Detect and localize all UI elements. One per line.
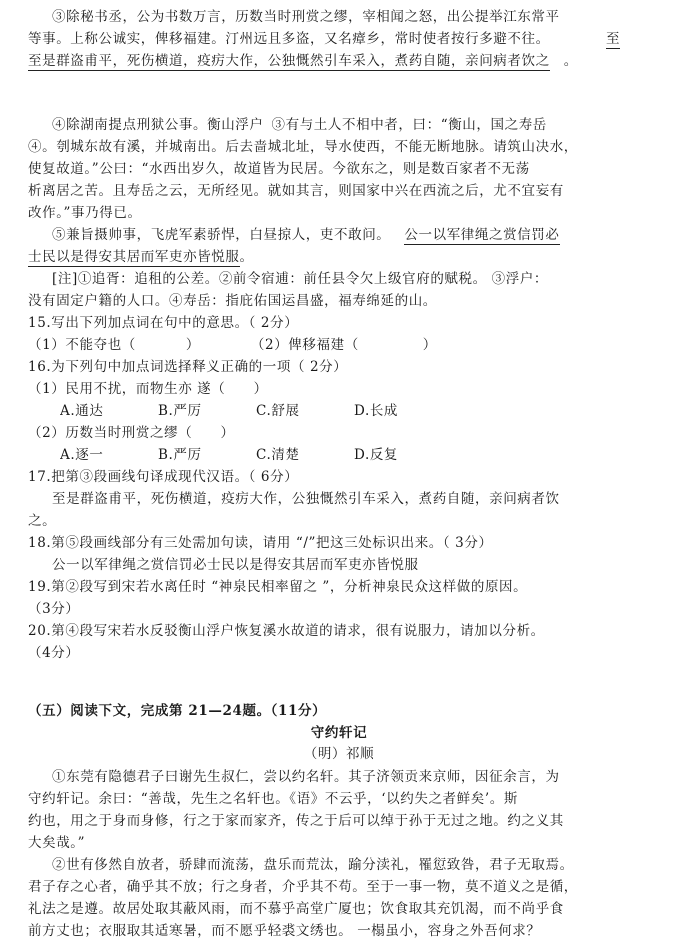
p4-line-5: 改作。”事乃得已。 (28, 205, 142, 221)
q20-score: （4分） (28, 645, 80, 661)
a1-line-2: 守约轩记。余曰：“善哉，先生之名轩也。《语》不云乎，‘以约失之者鲜矣’。斯 (28, 791, 518, 807)
p3-line-2: 等事。上称公诚实，俾移福建。汀州远且多盗，又名瘴乡，常时使者按行多避不往。 (28, 31, 550, 47)
q16-item-2-options: A.逐一 B.严厉 C.清楚 D.反复 (60, 447, 399, 463)
p3-underlined-sentence: 至是群盗甫平，死伤横道，疫疠大作，公独慨然引车采入，煮药自随，亲问病者饮之 (28, 53, 550, 69)
p5-line-2: 士民以是得安其居而军吏亦皆悦服。 (28, 249, 254, 265)
p4-line-1: ④除湖南提点刑狱公事。衡山浮户 ③有与土人不相中者，曰：“衡山，国之寿岳 (52, 117, 547, 133)
a2-line-1: ②世有侈然自放者，骄肆而流荡，盘乐而荒汰，踰分渎礼，罹愆致咎，君子无取焉。 (52, 857, 574, 873)
a2-line-3: 礼法之是遵。故居处取其蔽风雨，而不慕乎高堂广厦也；饮食取其充饥渴，而不尚乎食 (28, 901, 564, 917)
question-20: 20.第④段写宋若水反驳衡山浮户恢复溪水故道的请求，很有说服力，请加以分析。 (28, 623, 545, 639)
question-15: 15.写出下列加点词在句中的意思。（ 2分） (28, 315, 299, 331)
article-author: （明）祁顺 (303, 746, 375, 762)
article-title: 守约轩记 (310, 725, 368, 741)
q16-item-2: （2）历数当时刑赏之缪（ ） (28, 425, 235, 441)
q15-options: （1）不能夺也（ ） （2）俾移福建（ ） (28, 337, 437, 353)
q17-text-2: 之。 (28, 513, 57, 529)
a1-line-4: 大矣哉。” (28, 835, 86, 851)
question-19: 19.第②段写到宋若水离任时 “神泉民相率留之 ”，分析神泉民众这样做的原因。 (28, 579, 528, 595)
notes-line-2: 没有固定户籍的人口。④寿岳：指庇佑国运昌盛，福寿绵延的山。 (28, 293, 437, 309)
a1-line-1: ①东莞有隐德君子曰谢先生叔仁，尝以约名轩。其子济领贡来京师，因征余言，为 (52, 769, 560, 785)
q16-item-1: （1）民用不扰，而物生亦 遂（ ） (28, 381, 268, 397)
p4-line-2: ④。刳城东故有溪，并城南出。后去啬城北址，导水使西，不能无断地脉。请筑山决水， (28, 139, 578, 155)
question-17: 17.把第③段画线句译成现代汉语。（ 6分） (28, 469, 299, 485)
p4-line-4: 析离居之苦。且寿岳之云，无所经见。就如其言，则国家中兴在西流之后，尤不宜妄有 (28, 183, 564, 199)
p5-line-1: ⑤兼旨摄帅事，飞虎军素骄悍，白昼掠人，吏不敢问。 公一以军律绳之赏信罚必 (52, 227, 560, 243)
p5-underlined-end: 士民以是得安其居而军吏亦皆悦服 (28, 249, 240, 265)
p4-line-3: 使复故道。”公曰：“水西出岁久，故道皆为民居。今欲东之，则是数百家者不无荡 (28, 161, 530, 177)
a2-line-2: 君子存之心者，确乎其不放；行之身者，介乎其不苟。至于一事一物，莫不道义之是循， (28, 879, 578, 895)
a2-line-4: 前方丈也；衣服取其适寒暑，而不愿乎轻裘文绣也。 一榻虽小，容身之外吾何求？ (28, 923, 541, 939)
section-5-heading: （五）阅读下文，完成第 21—24题。（11分） (28, 703, 327, 719)
p3-line-3: 至是群盗甫平，死伤横道，疫疠大作，公独慨然引车采入，煮药自随，亲问病者饮之 。 (28, 53, 578, 69)
notes-line-1: [注]①追胥：追租的公差。②前令宿逋：前任县令欠上级官府的赋税。 ③浮户： (52, 271, 549, 287)
q18-text: 公一以军律绳之赏信罚必士民以是得安其居而军吏亦皆悦服 (52, 557, 419, 573)
a1-line-3: 约也，用之于身而身修，行之于家而家齐，传之于后可以绰于孙于无过之地。约之义其 (28, 813, 564, 829)
p5-underlined-start: 公一以军律绳之赏信罚必 (404, 227, 560, 243)
question-18: 18.第⑤段画线部分有三处需加句读，请用 “/”把这三处标识出来。（ 3分） (28, 535, 493, 551)
q17-text-1: 至是群盗甫平，死伤横道，疫疠大作，公独慨然引车采入，煮药自随，亲问病者饮 (52, 491, 560, 507)
p3-line-1: ③除秘书丞，公为书数万言，历数当时刑赏之缪，宰相闻之怒，出公提举江东常平 (52, 9, 560, 25)
q19-score: （3分） (28, 601, 80, 617)
question-16: 16.为下列句中加点词选择释义正确的一项（ 2分） (28, 359, 348, 375)
q16-item-1-options: A.通达 B.严厉 C.舒展 D.长成 (60, 403, 399, 419)
p3-tail-mark: 至 (606, 31, 621, 47)
